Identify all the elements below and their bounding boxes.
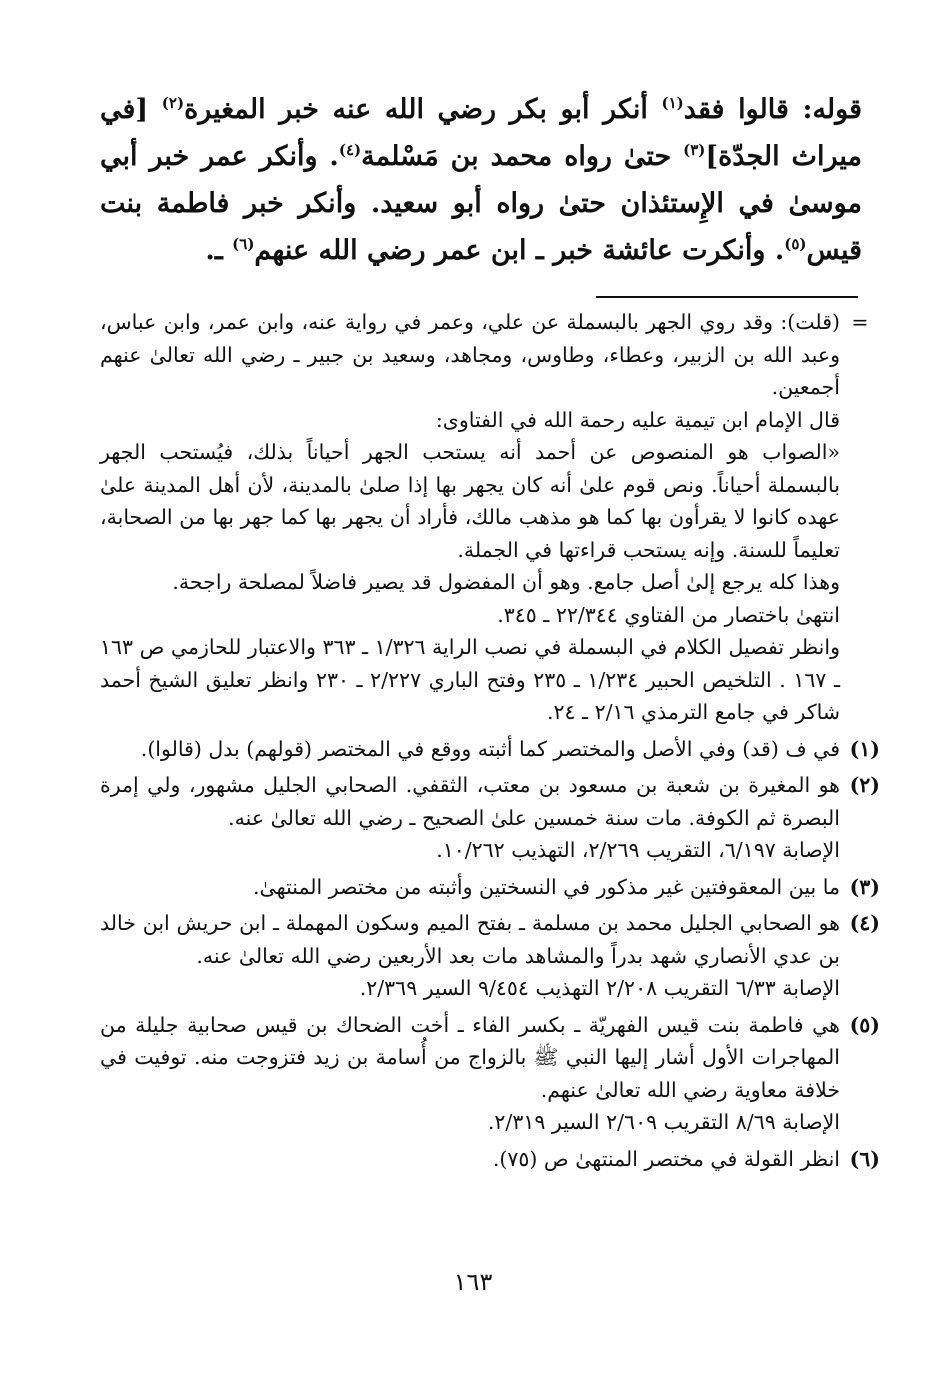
footnote-item [100,769,880,867]
main-text-part: . وأنكرت عائشة خبر ـ ابن عمر رضي الله عنهم [254,235,785,266]
continued-note [100,306,880,404]
main-text-part: أنكر أبو بكر رضي الله عنه خبر المغيرة [184,94,662,125]
note-paragraph: (قلت): وقد روي الجهر بالبسملة عن علي، وعمر في رواية عنه، وابن عمر، وابن عباس، وعبد الله بن الزبير، وعطاء، وطاوس، ومجاهد، وسعيد بن جبير ـ رضي الله تعالىٰ عنهم أجمعين. [100,310,840,399]
footnote-separator [596,296,858,298]
footnote-text: في ف (قد) وفي الأصل والمختصر كما أثبته ووقع في المختصر (قولهم) بدل (قالوا). [140,736,840,761]
footnote-number: (٣) [849,874,880,899]
page-number: ١٦٣ [453,1268,493,1296]
footnote-text: هو المغيرة بن شعبة بن مسعود بن معتب، الثقفي. الصحابي الجليل مشهور، ولي إمرة البصرة ثم الكوفة. مات سنة خمسين علىٰ الصحيح ـ رضي الله تعالىٰ عنه. [100,773,840,830]
footnote-item [100,907,880,1005]
footnote-ref: (٥) [784,235,807,253]
footnote-ref: (٢) [161,94,185,112]
continuation-mark: = [851,310,869,334]
footnote-text: هو الصحابي الجليل محمد بن مسلمة ـ بفتح الميم وسكون المهملة ـ ابن حريش ابن خالد بن عدي الأنصاري شهد بدراً والمشاهد مات بعد الأربعين رضي الله تعالىٰ عنه. [100,911,840,968]
footnote-item [100,733,880,766]
footnote-ref: (٣) [683,141,706,159]
footnotes [100,306,880,1175]
footnote-reference: الإصابة ٦/٣٣ التقريب ٢/٢٠٨ التهذيب ٩/٤٥٤ السير ٢/٣٦٩. [359,976,840,1000]
note-paragraph: «الصواب هو المنصوص عن أحمد أنه يستحب الجهر أحياناً بذلك، فيُستحب الجهر بالبسملة أحياناً. ونص قوم علىٰ أنه كان يجهر بها إذا صلىٰ بالمدينة، لأن أهل المدينة علىٰ عهده كانوا لا يقرأون بها كما هو مذهب مالك، فأراد أن يجهر بها كما جهر بها من الصحابة، تعليماً للسنة. وإنه يستحب قراءتها في الجملة. [100,440,840,562]
footnote-ref: (٦) [232,235,255,253]
note-paragraph: انتهىٰ باختصار من الفتاوي ٢٢/٣٤٤ ـ ٣٤٥. [497,602,840,627]
footnote-number: (٢) [849,773,880,797]
footnote-text: ما بين المعقوفتين غير مذكور في النسختين وأثبته من مختصر المنتهىٰ. [253,874,840,899]
footnote-number: (٥) [849,1012,880,1037]
footnote-number: (٤) [849,911,880,935]
footnote-text: هي فاطمة بنت قيس الفهريّة ـ بكسر الفاء ـ أخت الضحاك بن قيس صحابية جليلة من المهاجرات الأول أشار إليها النبي ﷺ بالزواج من أُسامة بن زيد فتزوجت منه. توفيت في خلافة معاوية رضي الله تعالىٰ عنهم. [100,1012,840,1102]
footnote-item [100,871,880,904]
main-text-part: قوله: قالوا فقد [683,94,863,125]
footnote-item [100,1009,880,1139]
main-text-part: ـ. [205,235,233,266]
note-paragraph: وهذا كله يرجع إلىٰ أصل جامع. وهو أن المفضول قد يصير فاضلاً لمصلحة راجحة. [172,570,840,594]
main-text [100,86,862,274]
footnote-reference: الإصابة ٦/١٩٧، التقريب ٢/٢٦٩، التهذيب ١٠/٢٦٢. [436,838,840,862]
footnote-reference: الإصابة ٨/٦٩ التقريب ٢/٦٠٩ السير ٢/٣١٩. [487,1110,840,1134]
footnote-ref: (١) [661,94,684,112]
main-text-part: . وأنكر عمر خبر أبي موسىٰ في الإِستئذان حتىٰ رواه أبو سعيد. وأنكر خبر فاطمة بنت قيس [100,141,862,266]
note-paragraph: قال الإمام ابن تيمية عليه رحمة الله في الفتاوى: [435,407,840,432]
footnote-item [100,1143,880,1176]
main-text-part: [في ميراث الجدّة] [100,94,862,172]
footnote-ref: (٤) [338,141,362,159]
footnote-number: (١) [849,736,880,761]
main-text-part: حتىٰ رواه محمد بن مَسْلمة [361,141,684,172]
footnote-text: انظر القولة في مختصر المنتهىٰ ص (٧٥). [492,1146,840,1171]
footnote-number: (٦) [849,1146,880,1171]
note-paragraph: وانظر تفصيل الكلام في البسملة في نصب الراية ١/٣٢٦ ـ ٣٦٣ والاعتبار للحازمي ص ١٦٣ ـ ١٦٧ . التلخيص الحبير ١/٢٣٤ ـ ٢٣٥ وفتح الباري ٢/٢٢٧ ـ ٢٣٠ وانظر تعليق الشيخ أحمد شاكر في جامع الترمذي ٢/١٦ ـ ٢٤. [100,635,840,724]
